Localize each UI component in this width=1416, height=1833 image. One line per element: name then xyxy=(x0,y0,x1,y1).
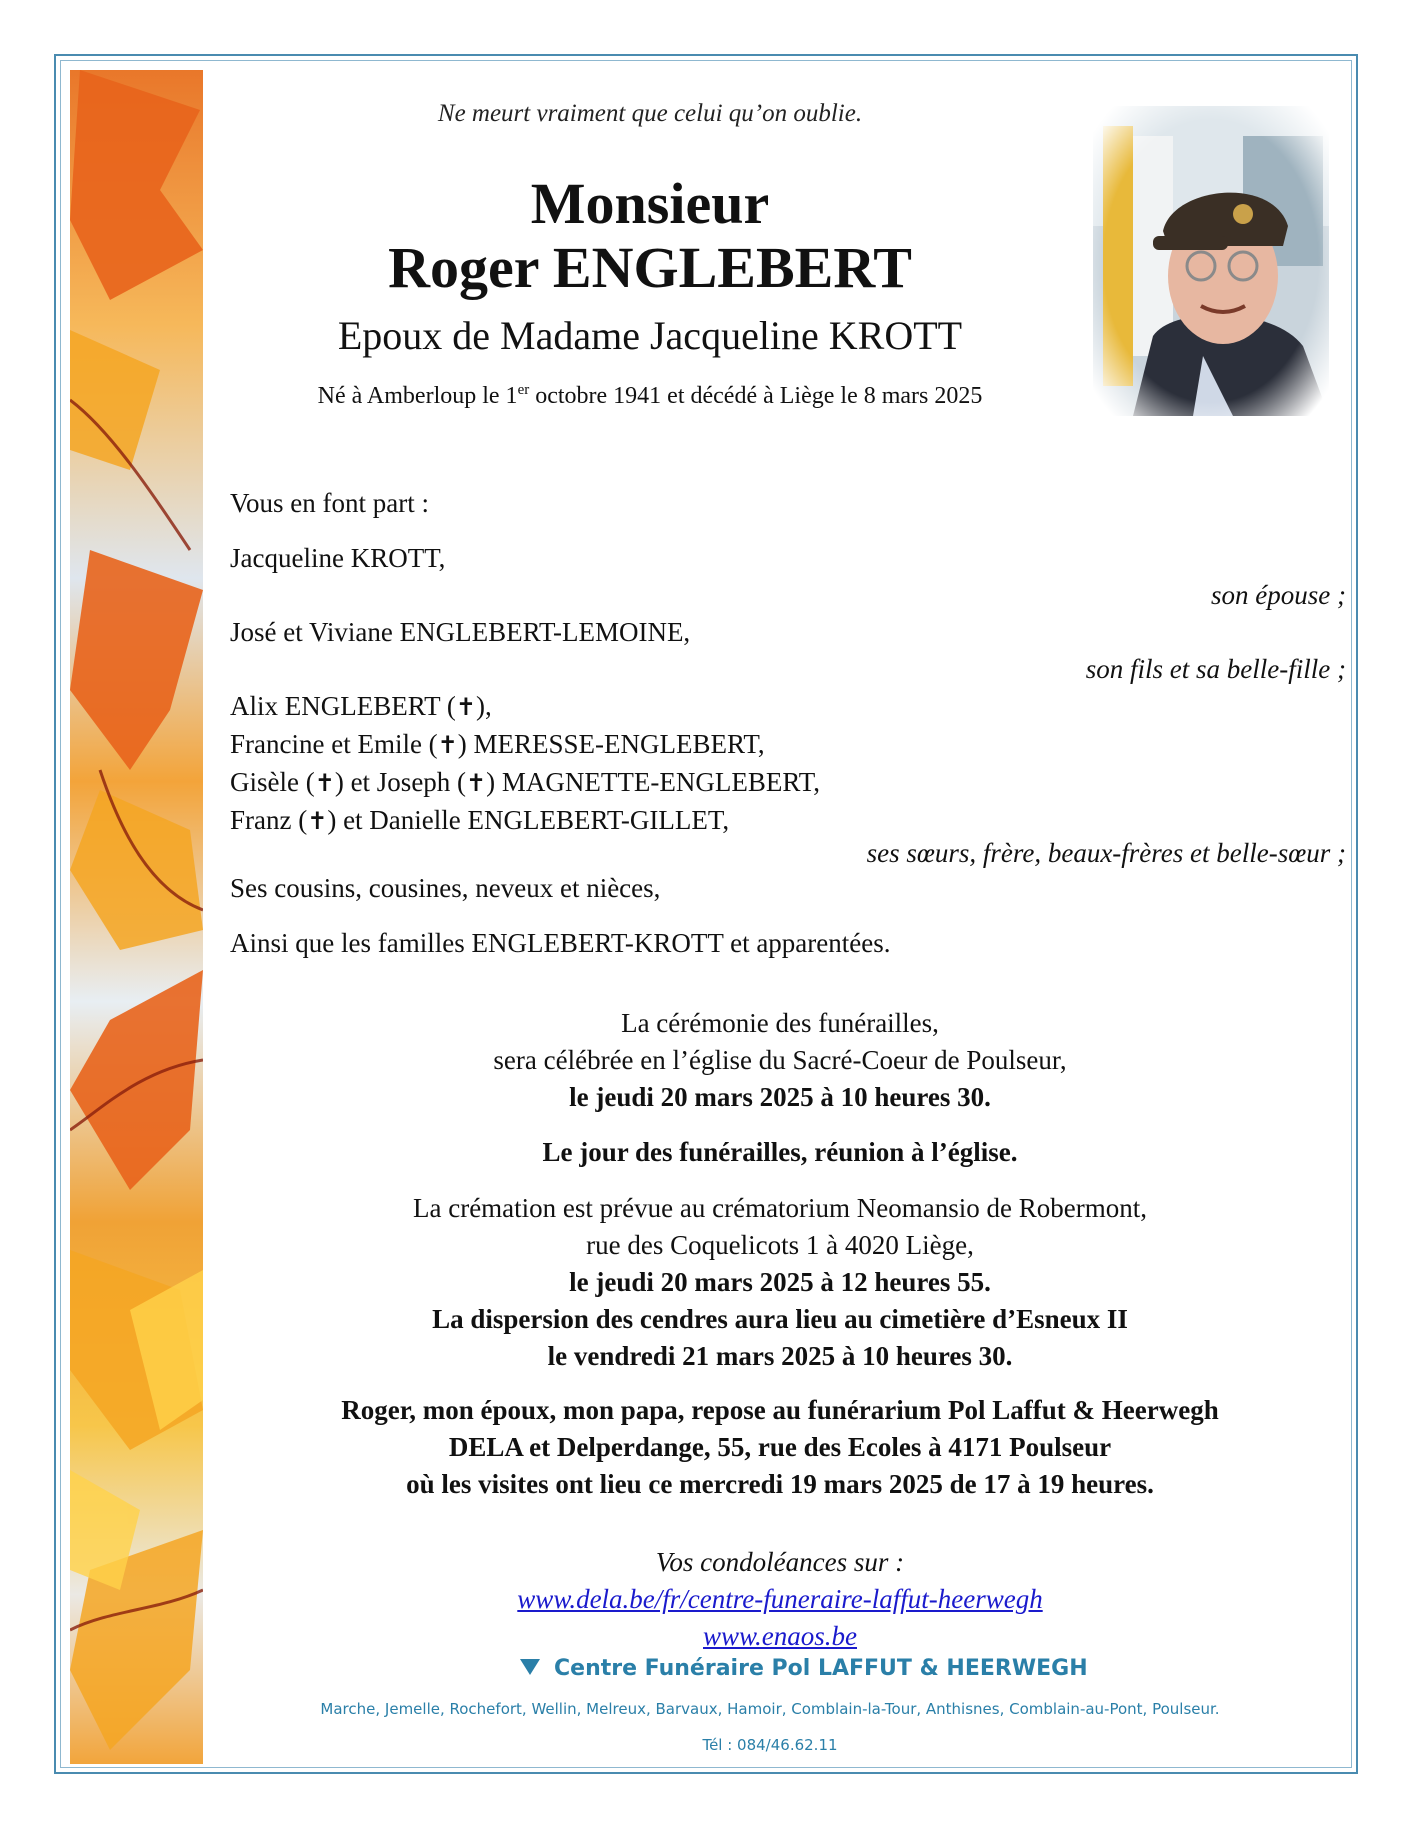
visitation-block xyxy=(230,1392,1330,1503)
cross-icon: ✝ xyxy=(314,769,335,797)
sibling-line: Gisèle (✝) et Joseph (✝) MAGNETTE-ENGLEBERT, xyxy=(230,764,820,802)
cremation-address: rue des Coquelicots 1 à 4020 Liège, xyxy=(586,1230,974,1260)
meeting-note: Le jour des funérailles, réunion à l’église. xyxy=(542,1137,1018,1167)
family-families: Ainsi que les familles ENGLEBERT-KROTT et apparentées. xyxy=(230,928,891,958)
cremation-place: La crémation est prévue au crématorium Neomansio de Robermont, xyxy=(413,1193,1147,1223)
dispersion-place: La dispersion des cendres aura lieu au cimetière d’Esneux II xyxy=(432,1304,1128,1334)
cross-icon: ✝ xyxy=(307,807,328,835)
ceremony-datetime: le jeudi 20 mars 2025 à 10 heures 30. xyxy=(569,1082,991,1112)
birth-death-line: Né à Amberloup le 1er octobre 1941 et décédé à Liège le 8 mars 2025 xyxy=(317,382,983,409)
sibling-line: Franz (✝) et Danielle ENGLEBERT-GILLET, xyxy=(230,802,820,840)
portrait-photo xyxy=(1093,106,1329,416)
cremation-block xyxy=(230,1190,1330,1375)
cremation-datetime: le jeudi 20 mars 2025 à 12 heures 55. xyxy=(569,1267,991,1297)
autumn-leaves-image xyxy=(70,70,203,1764)
epigraph-quote: Ne meurt vraiment que celui qu’on oublie. xyxy=(437,100,863,127)
spouse-line: Epoux de Madame Jacqueline KROTT xyxy=(337,313,963,358)
condolences-label: Vos condoléances sur : xyxy=(655,1547,905,1577)
condolences-block xyxy=(230,1544,1330,1655)
deceased-name: Roger ENGLEBERT xyxy=(388,235,912,300)
funeral-home-brand: Centre Funéraire Pol LAFFUT & HEERWEGH xyxy=(520,1656,1088,1681)
civility: Monsieur xyxy=(530,171,770,236)
siblings-list xyxy=(230,688,820,840)
sibling-line: Alix ENGLEBERT (✝), xyxy=(230,688,820,726)
dispersion-datetime: le vendredi 21 mars 2025 à 10 heures 30. xyxy=(547,1341,1013,1371)
family-wife-role: son épouse ; xyxy=(1211,580,1346,610)
visitation-hours: où les visites ont lieu ce mercredi 19 mars 2025 de 17 à 19 heures. xyxy=(406,1469,1154,1499)
funeral-home-phone: Tél : 084/46.62.11 xyxy=(702,1736,838,1754)
family-cousins: Ses cousins, cousines, neveux et nièces, xyxy=(230,873,661,903)
family-son-role: son fils et sa belle-fille ; xyxy=(1085,654,1346,684)
cross-icon: ✝ xyxy=(466,769,487,797)
sibling-line: Francine et Emile (✝) MERESSE-ENGLEBERT, xyxy=(230,726,820,764)
condolences-link-dela[interactable]: www.dela.be/fr/centre-funeraire-laffut-heerwegh xyxy=(517,1584,1043,1614)
cross-icon: ✝ xyxy=(455,693,476,721)
family-wife: Jacqueline KROTT, xyxy=(230,543,446,573)
family-son: José et Viviane ENGLEBERT-LEMOINE, xyxy=(230,617,691,647)
deceased-title xyxy=(250,172,1050,300)
cross-icon: ✝ xyxy=(437,731,458,759)
triangle-down-icon xyxy=(520,1659,540,1675)
ceremony-line: La cérémonie des funérailles, xyxy=(621,1008,939,1038)
funeral-home-towns: Marche, Jemelle, Rochefort, Wellin, Melreux, Barvaux, Hamoir, Comblain-la-Tour, Anthisnes, Comblain-au-Pont, Poulseur. xyxy=(320,1700,1220,1718)
family-intro: Vous en font part : xyxy=(230,488,429,518)
condolences-link-enaos[interactable]: www.enaos.be xyxy=(703,1621,857,1651)
siblings-role: ses sœurs, frère, beaux-frères et belle-sœur ; xyxy=(866,838,1346,868)
visitation-line: Roger, mon époux, mon papa, repose au funérarium Pol Laffut & Heerwegh xyxy=(341,1395,1219,1425)
ceremony-block xyxy=(230,1005,1330,1116)
ceremony-location: sera célébrée en l’église du Sacré-Coeur de Poulseur, xyxy=(493,1045,1067,1075)
visitation-address: DELA et Delperdange, 55, rue des Ecoles à 4171 Poulseur xyxy=(448,1432,1112,1462)
